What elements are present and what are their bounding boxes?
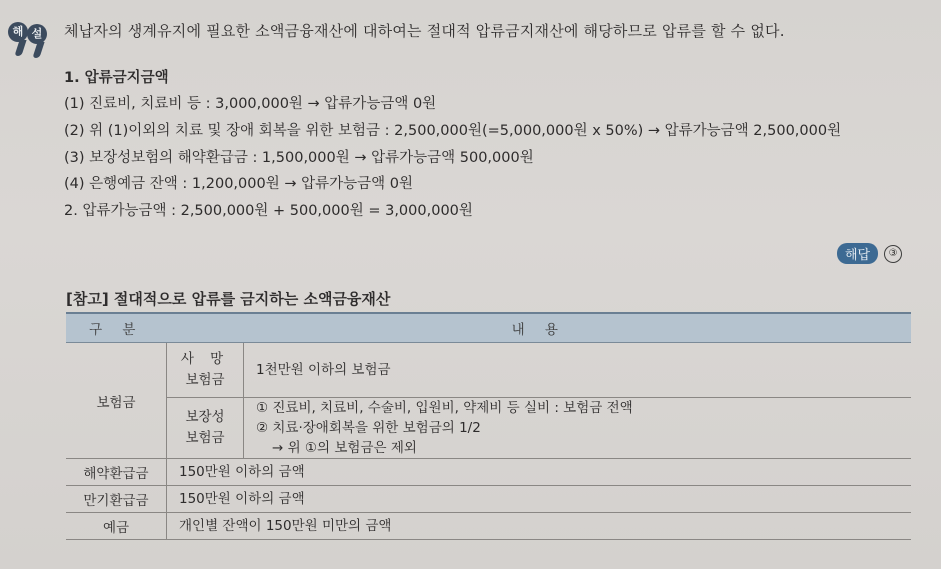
answer-number: ③ <box>884 245 902 263</box>
row-category: 해약환급금 <box>66 459 167 486</box>
intro-text: 체납자의 생계유지에 필요한 소액금융재산에 대하여는 절대적 압류금지재산에 해당하므로 압류를 할 수 없다. <box>64 22 785 40</box>
header-category: 구 분 <box>66 313 167 343</box>
coverage-insurance-text: ① 진료비, 치료비, 수술비, 입원비, 약제비 등 실비 : 보험금 전액 ② 치료·장애회복을 위한 보험금의 1/2 → 위 ①의 보험금은 제외 <box>244 398 912 459</box>
table-row <box>66 398 911 459</box>
coverage-insurance-label: 보장성 보험금 <box>167 398 244 459</box>
badge-char-1: 해 <box>8 22 28 42</box>
item-4: (4) 은행예금 잔액 : 1,200,000원 → 압류가능금액 0원 <box>64 176 413 192</box>
badge-char-2: 설 <box>27 24 47 44</box>
badge-tail-2 <box>32 42 44 58</box>
table-row <box>66 459 911 486</box>
table-row <box>66 513 911 540</box>
badge-tail-1 <box>14 40 26 56</box>
row-text: 150만원 이하의 금액 <box>167 486 912 513</box>
row-text: 개인별 잔액이 150만원 미만의 금액 <box>167 513 912 540</box>
item-2: (2) 위 (1)이외의 치료 및 장애 회복을 위한 보험금 : 2,500,000원(=5,000,000원 x 50%) → 압류가능금액 2,500,000원 <box>64 123 842 139</box>
heading-seizable-amount: 2. 압류가능금액 : 2,500,000원 + 500,000원 = 3,000,000원 <box>64 203 473 219</box>
item-3: (3) 보장성보험의 해약환급금 : 1,500,000원 → 압류가능금액 500,000원 <box>64 150 534 166</box>
item-1: (1) 진료비, 치료비 등 : 3,000,000원 → 압류가능금액 0원 <box>64 96 437 112</box>
row-text: 150만원 이하의 금액 <box>167 459 912 486</box>
answer-label: 해답 <box>837 243 878 264</box>
table-header-row <box>66 313 911 343</box>
explanation-badge <box>8 22 50 62</box>
death-insurance-text: 1천만원 이하의 보험금 <box>244 343 912 398</box>
answer-marker <box>837 243 902 264</box>
reference-title: [참고] 절대적으로 압류를 금지하는 소액금융재산 <box>66 290 391 308</box>
insurance-category: 보험금 <box>66 343 167 459</box>
reference-table <box>66 312 911 540</box>
death-insurance-label: 사 망 보험금 <box>167 343 244 398</box>
header-content: 내 용 <box>167 313 912 343</box>
row-category: 만기환급금 <box>66 486 167 513</box>
heading-prohibited-amount: 1. 압류금지금액 <box>64 70 169 86</box>
table-row <box>66 343 911 398</box>
table-row <box>66 486 911 513</box>
row-category: 예금 <box>66 513 167 540</box>
